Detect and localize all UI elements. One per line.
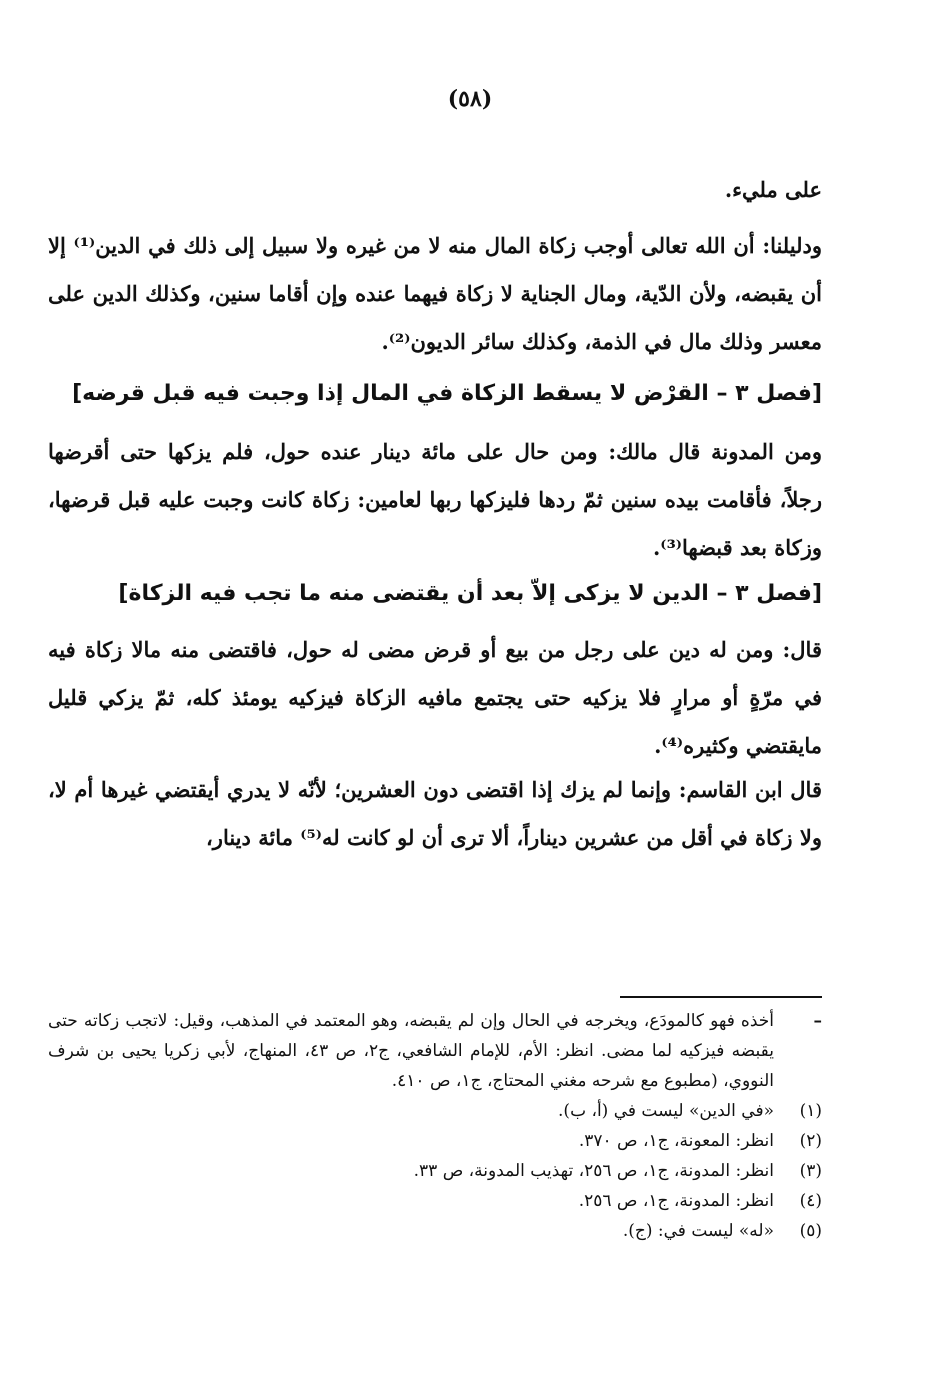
footnote-text: «في الدين» ليست في (أ، ب).	[558, 1101, 774, 1121]
footnote-number: (١)	[799, 1101, 822, 1121]
body-paragraph-2-block	[48, 222, 822, 366]
footnote-text: انظر: المدونة، ج١، ص ٢٥٦.	[578, 1191, 774, 1211]
body-paragraph: ودليلنا: أن الله تعالى أوجب زكاة المال منه لا من غيره ولا سبيل إلى ذلك في الدين⁽¹⁾ إلا أن يقبضه، ولأن الدّية، ومال الجناية لا زكاة فيهما عنده وإن أقاما سنين، وكذلك الدين على معسر وذلك مال في الذمة، وكذلك سائر الديون⁽²⁾.	[48, 233, 822, 354]
footnote-number: (٥)	[799, 1221, 822, 1241]
footnote-text: أخذه فهو كالمودَع، ويخرجه في الحال وإن لم يقبضه، وهو المعتمد في المذهب، وقيل: لاتجب زكاته حتى يقبضه فيزكيه لما مضى. انظر: الأم، للإمام الشافعي، ج٢، ص ٤٣، المنهاج، لأبي زكريا يحيى بن شرف النووي، (مطبوع مع شرحه مغني المحتاج، ج١، ص ٤١٠.	[48, 1011, 774, 1091]
footnote-number: (٤)	[799, 1191, 822, 1211]
footnote	[48, 1126, 822, 1156]
page-number: (٥٨)	[447, 86, 493, 112]
body-paragraph-1-block	[48, 166, 822, 214]
footnote-text: «له» ليست في: (ج).	[622, 1221, 774, 1241]
footnote-number: (٣)	[799, 1161, 822, 1181]
body-paragraph-4-block	[48, 626, 822, 770]
footnote-text: انظر: المعونة، ج١، ص ٣٧٠.	[578, 1131, 774, 1151]
body-paragraph: على مليء.	[724, 177, 822, 202]
body-paragraph: قال ابن القاسم: وإنما لم يزك إذا اقتضى دون العشرين؛ لأنّه لا يدري أيقتضي غيرها أم لا، ولا زكاة في أقل من عشرين ديناراً، ألا ترى أن لو كانت له⁽⁵⁾ مائة دينار،	[48, 777, 822, 850]
body-paragraph-5-block	[48, 766, 822, 862]
footnote-separator	[620, 996, 822, 998]
footnote-continued	[48, 1006, 822, 1096]
footnote-dash: –	[813, 1011, 822, 1031]
footnote-number: (٢)	[799, 1131, 822, 1151]
body-paragraph-3-block	[48, 428, 822, 572]
section-heading: [فصل ٣ – القرْض لا يسقط الزكاة في المال إذا وجبت فيه قبل قرضه]	[72, 381, 822, 406]
footnote-text: انظر: المدونة، ج١، ص ٢٥٦، تهذيب المدونة، ص ٣٣.	[413, 1161, 774, 1181]
body-paragraph: ومن المدونة قال مالك: ومن حال على مائة دينار عنده حول، فلم يزكها حتى أقرضها رجلاً، فأقامت بيده سنين ثمّ ردها فليزكها ربها لعامين: زكاة كانت وجبت عليه قبل قرضها، وزكاة بعد قبضها⁽³⁾.	[48, 439, 822, 560]
footnote	[48, 1096, 822, 1126]
footnote	[48, 1156, 822, 1186]
section-heading: [فصل ٣ – الدين لا يزكى إلاّ بعد أن يقتضى منه ما تجب فيه الزكاة]	[118, 581, 822, 606]
footnotes	[48, 1006, 822, 1246]
body-paragraph: قال: ومن له دين على رجل من بيع أو قرض مضى له حول، فاقتضى منه مالا زكاة فيه في مرّةٍ أو مرارٍ فلا يزكيه حتى يجتمع مافيه الزكاة فيزكيه يومئذ كله، ثمّ يزكي قليل مايقتضي وكثيره⁽⁴⁾.	[48, 637, 822, 758]
footnote	[48, 1186, 822, 1216]
footnote	[48, 1216, 822, 1246]
